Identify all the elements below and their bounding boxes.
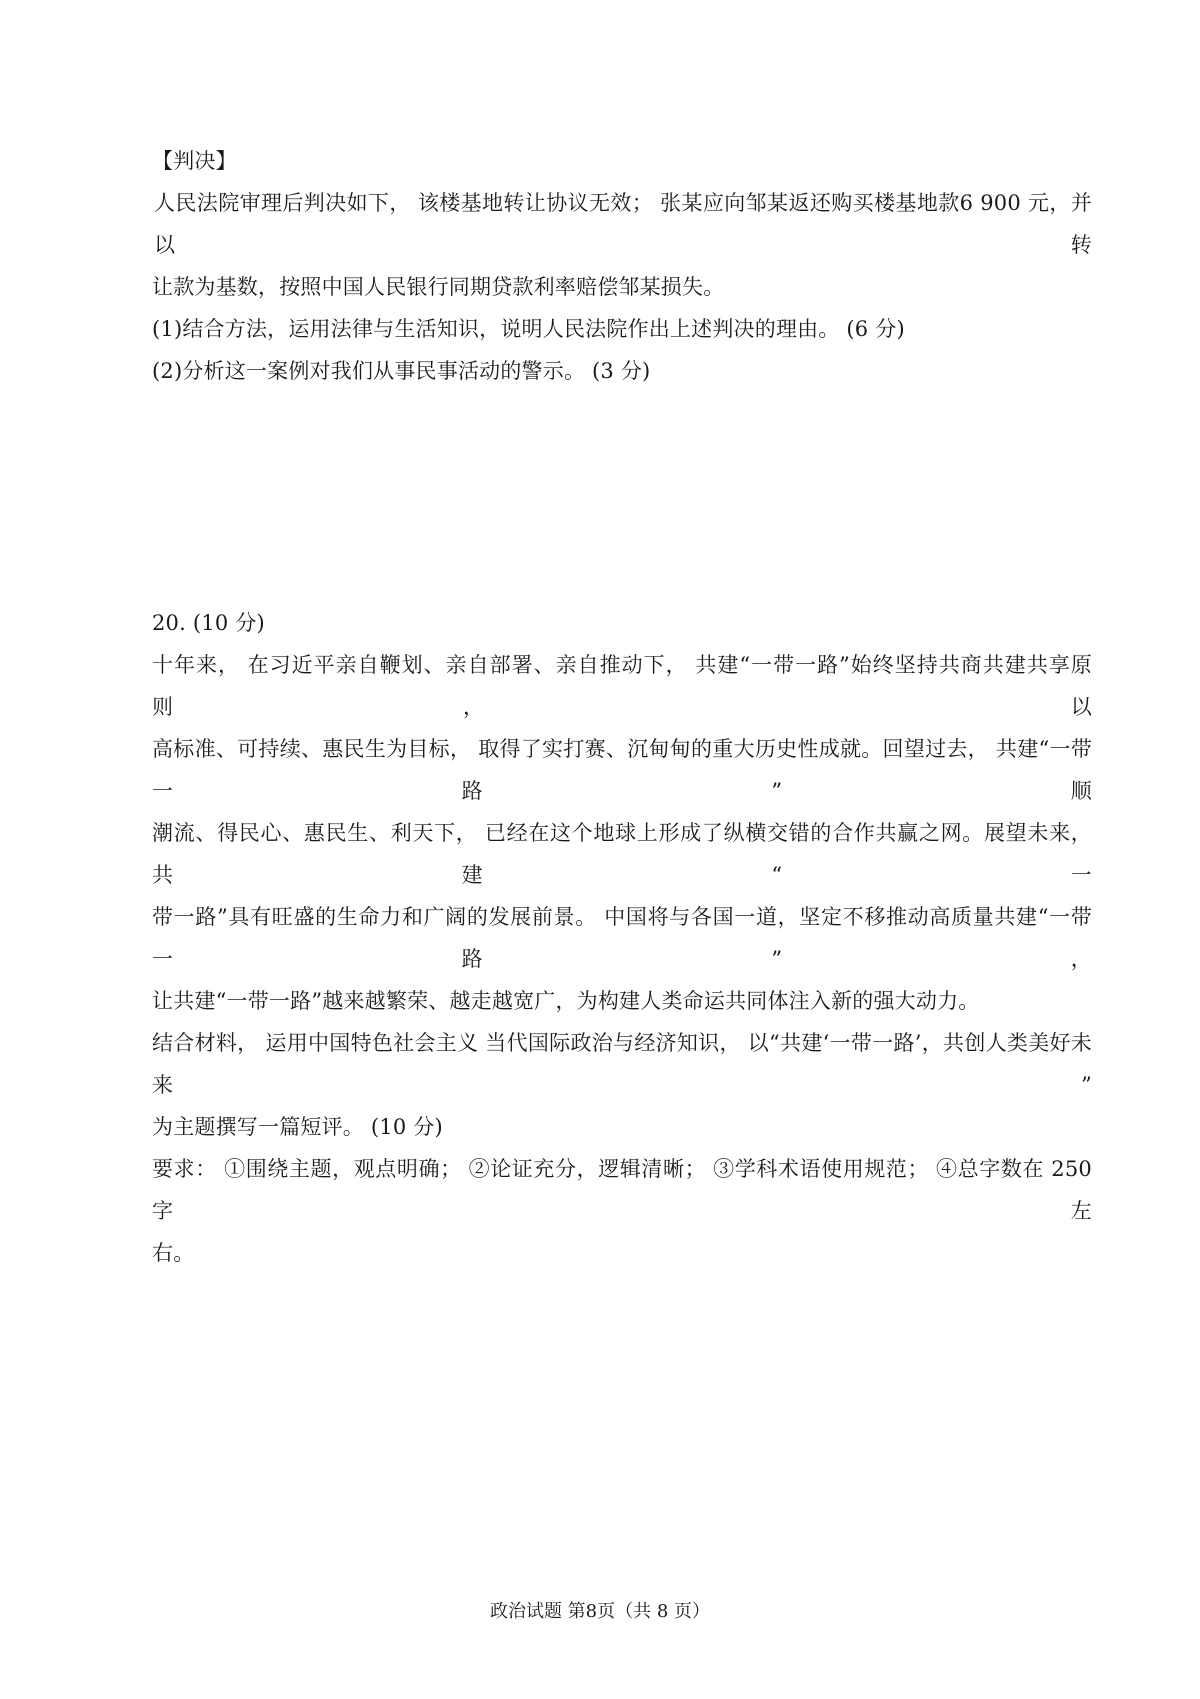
verdict-question-1: (1)结合方法，运用法律与生活知识，说明人民法院作出上述判决的理由。 (6 分) [152, 317, 905, 341]
verdict-section [152, 140, 1092, 392]
verdict-paragraph-line-1: 人民法院审理后判决如下， 该楼基地转让协议无效； 张某应向邹某返还购买楼基地款6 900 元，并以转 [154, 191, 1092, 257]
material-line-4: 带一路”具有旺盛的生命力和广阔的发展前景。 中国将与各国一道，坚定不移推动高质量共建“一带一路”， [152, 905, 1092, 971]
material-line-2: 高标准、可持续、惠民生为目标， 取得了实打赛、沉甸甸的重大历史性成就。回望过去， 共建“一带一路”顺 [152, 737, 1092, 803]
material-line-1: 十年来， 在习近平亲自鞭划、亲自部署、亲自推动下， 共建“一带一路”始终坚持共商共建共享原则， 以 [152, 653, 1092, 719]
requirement-line-1: 要求： ①围绕主题，观点明确； ②论证充分，逻辑清晰； ③学科术语使用规范； ④总字数在 250 字左 [152, 1157, 1092, 1223]
verdict-question-2: (2)分析这一案例对我们从事民事活动的警示。 (3 分) [152, 359, 651, 383]
question-20-header: 20. (10 分) [152, 611, 265, 635]
question-20-section [152, 602, 1092, 1274]
verdict-heading: 【判决】 [152, 149, 237, 173]
material-line-5: 让共建“一带一路”越来越繁荣、越走越宽广，为构建人类命运共同体注入新的强大动力。 [152, 989, 980, 1013]
task-line-2: 为主题撰写一篇短评。 (10 分) [152, 1115, 443, 1139]
material-line-3: 潮流、得民心、惠民生、利天下， 已经在这个地球上形成了纵横交错的合作共赢之网。展望未来， 共建“一 [152, 821, 1092, 887]
requirement-line-2: 右。 [152, 1241, 195, 1265]
page-footer: 政治试题 第8页（共 8 页） [489, 1601, 711, 1622]
task-line-1: 结合材料， 运用中国特色社会主义 当代国际政治与经济知识， 以“共建‘一带一路’，共创人类美好未来” [152, 1031, 1092, 1097]
verdict-paragraph-line-2: 让款为基数，按照中国人民银行同期贷款利率赔偿邹某损失。 [152, 275, 725, 299]
